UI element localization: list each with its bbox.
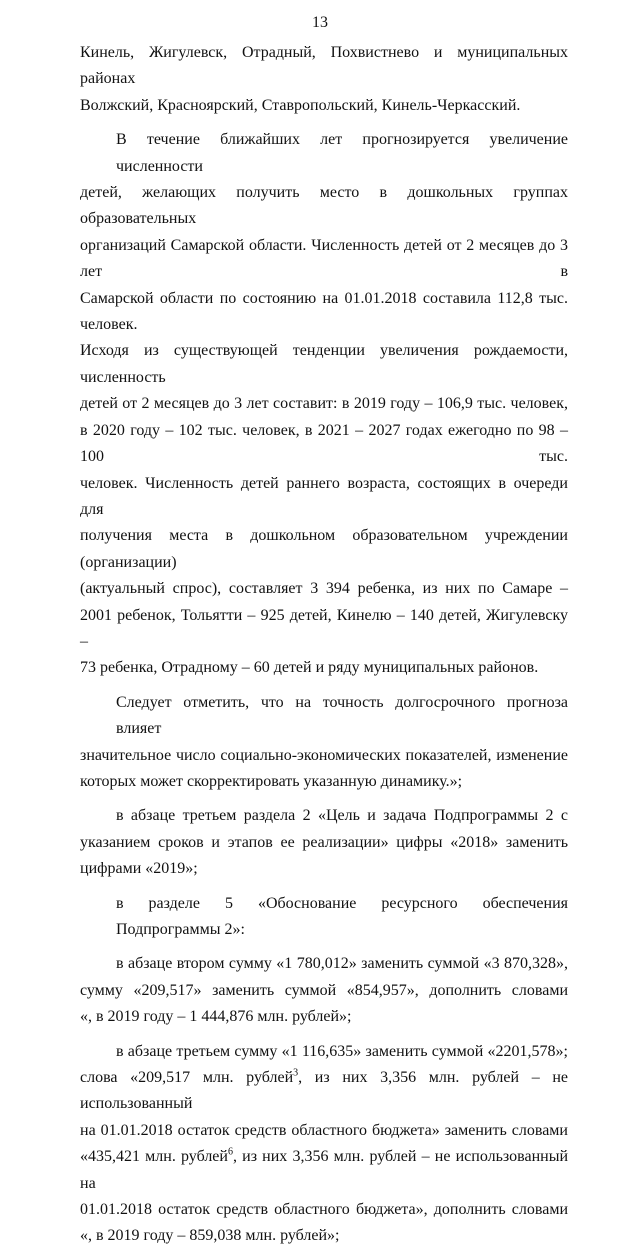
text-line: получения места в дошкольном образовательном учреждении (организации): [80, 527, 568, 571]
paragraph: [80, 127, 568, 682]
text-fragment: , из них 3,356 млн. рублей – не использованный на: [80, 1148, 568, 1192]
paragraph: [80, 1039, 568, 1250]
text-line: в абзаце третьем сумму «1 116,635» заменить суммой «2201,578»;: [116, 1042, 568, 1060]
footnote-ref: 6: [227, 1146, 233, 1158]
text-line: Самарской области по состоянию на 01.01.2018 составила 112,8 тыс. человек.: [80, 289, 568, 334]
text-line: организаций Самарской области. Численность детей от 2 месяцев до 3 лет в: [80, 236, 568, 281]
text-line: человек. Численность детей раннего возраста, состоящих в очереди для: [80, 474, 568, 518]
text-fragment: «435,421 млн. рублей: [80, 1148, 228, 1166]
text-line: [80, 1065, 568, 1118]
text-line: которых может скорректировать указанную динамику.»;: [80, 772, 463, 790]
text-line: в 2020 году – 102 тыс. человек, в 2021 – 2027 годах ежегодно по 98 – 100 тыс.: [80, 421, 568, 466]
paragraph: [80, 690, 568, 796]
paragraph: [80, 891, 568, 944]
text-line: Исходя из существующей тенденции увеличения рождаемости, численность: [80, 342, 568, 386]
paragraph: [80, 40, 568, 119]
text-fragment: слова «209,517 млн. рублей: [80, 1069, 294, 1087]
text-line: «, в 2019 году – 859,038 млн. рублей»;: [80, 1227, 340, 1245]
text-line: 73 ребенка, Отрадному – 60 детей и ряду муниципальных районов.: [80, 659, 539, 677]
text-line: В течение ближайших лет прогнозируется увеличение численности: [116, 131, 568, 175]
text-line: (актуальный спрос), составляет 3 394 ребенка, из них по Самаре –: [80, 580, 568, 598]
page-number: 13: [312, 14, 328, 31]
text-line: значительное число социально-экономических показателей, изменение: [80, 746, 568, 764]
footnote-ref: 3: [293, 1067, 299, 1079]
text-line: в абзаце третьем раздела 2 «Цель и задача Подпрограммы 2 с: [116, 807, 568, 825]
text-line: 01.01.2018 остаток средств областного бюджета», дополнить словами: [80, 1201, 568, 1219]
text-line: Кинель, Жигулевск, Отрадный, Похвистнево и муниципальных районах: [80, 44, 568, 88]
text-line: детей, желающих получить место в дошкольных группах образовательных: [80, 184, 568, 228]
text-line: детей от 2 месяцев до 3 лет составит: в 2019 году – 106,9 тыс. человек,: [80, 395, 568, 413]
text-line: Следует отметить, что на точность долгосрочного прогноза влияет: [116, 693, 568, 738]
text-line: цифрами «2019»;: [80, 860, 198, 878]
text-line: в разделе 5 «Обоснование ресурсного обеспечения Подпрограммы 2»:: [116, 894, 568, 938]
text-line: Волжский, Красноярский, Ставропольский, Кинель-Черкасский.: [80, 96, 521, 114]
text-line: в абзаце втором сумму «1 780,012» заменить суммой «3 870,328»,: [116, 955, 568, 973]
text-fragment: , из них 3,356 млн. рублей – не использованный: [80, 1069, 569, 1113]
text-line: [80, 1144, 568, 1197]
text-line: «, в 2019 году – 1 444,876 млн. рублей»;: [80, 1008, 352, 1026]
text-line: 2001 ребенок, Тольятти – 925 детей, Кинелю – 140 детей, Жигулевску –: [80, 606, 568, 650]
paragraph: [80, 951, 568, 1030]
text-line: на 01.01.2018 остаток средств областного бюджета» заменить словами: [80, 1121, 568, 1139]
paragraph: [80, 803, 568, 882]
text-line: сумму «209,517» заменить суммой «854,957», дополнить словами: [80, 981, 568, 999]
text-line: указанием сроков и этапов ее реализации» цифры «2018» заменить: [80, 833, 568, 851]
document-body: [80, 40, 568, 1250]
